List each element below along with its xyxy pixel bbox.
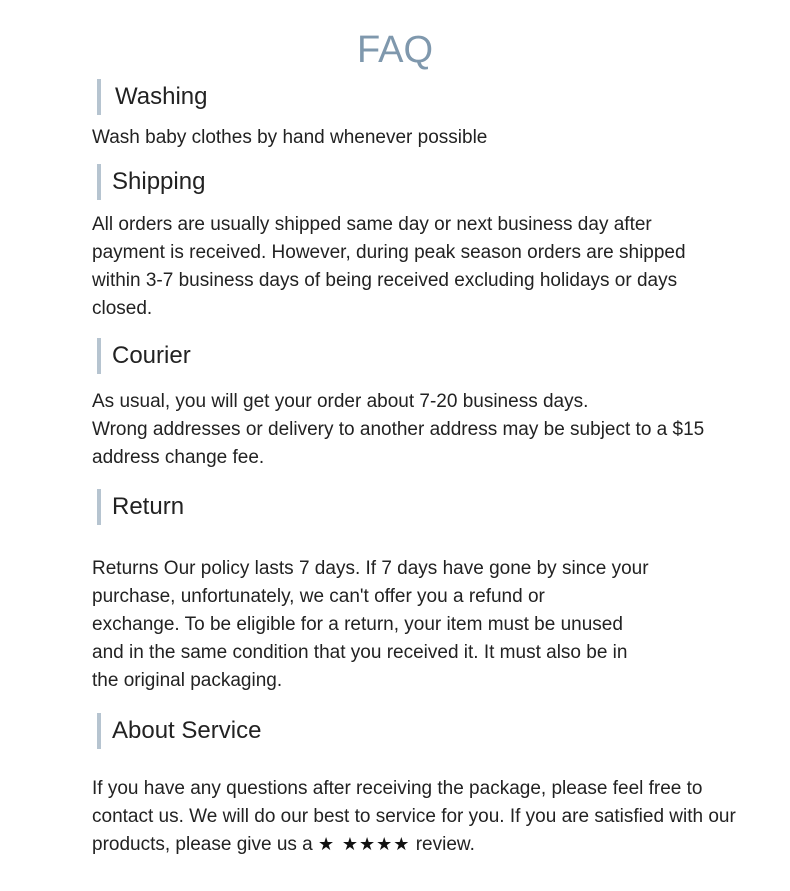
review-suffix-text: review. <box>415 834 475 855</box>
body-line: and in the same condition that you received it. It must also be in <box>92 642 628 663</box>
section-heading-return: Return <box>97 489 184 525</box>
body-line: All orders are usually shipped same day or next business day after <box>92 214 652 235</box>
section-body-return <box>92 555 649 695</box>
section-heading-about-service: About Service <box>97 713 261 749</box>
section-heading-washing: Washing <box>97 79 207 115</box>
body-line: exchange. To be eligible for a return, your item must be unused <box>92 614 623 635</box>
section-body-about-service <box>92 775 736 859</box>
five-star-rating-icon: ★ ★★★★ <box>318 834 411 855</box>
body-line-rating <box>92 831 736 859</box>
section-heading-shipping: Shipping <box>97 164 205 200</box>
body-line: Wrong addresses or delivery to another address may be subject to a $15 <box>92 419 705 440</box>
body-line: Returns Our policy lasts 7 days. If 7 days have gone by since your <box>92 558 649 579</box>
body-line: contact us. We will do our best to service for you. If you are satisfied with our <box>92 806 736 827</box>
body-line: purchase, unfortunately, we can't offer you a refund or <box>92 586 545 607</box>
body-line: Wash baby clothes by hand whenever possible <box>92 127 488 148</box>
body-line: As usual, you will get your order about 7-20 business days. <box>92 391 589 412</box>
body-line: closed. <box>92 298 153 319</box>
body-line: address change fee. <box>92 447 265 468</box>
body-line: If you have any questions after receiving the package, please feel free to <box>92 778 703 799</box>
body-line: the original packaging. <box>92 670 283 691</box>
body-line: payment is received. However, during peak season orders are shipped <box>92 242 686 263</box>
section-body-washing <box>92 124 487 152</box>
section-body-shipping <box>92 211 686 323</box>
section-heading-courier: Courier <box>97 338 191 374</box>
section-body-courier <box>92 388 704 472</box>
review-prefix-text: products, please give us a <box>92 834 313 855</box>
body-line: within 3-7 business days of being received excluding holidays or days <box>92 270 678 291</box>
page-title: FAQ <box>356 29 434 71</box>
